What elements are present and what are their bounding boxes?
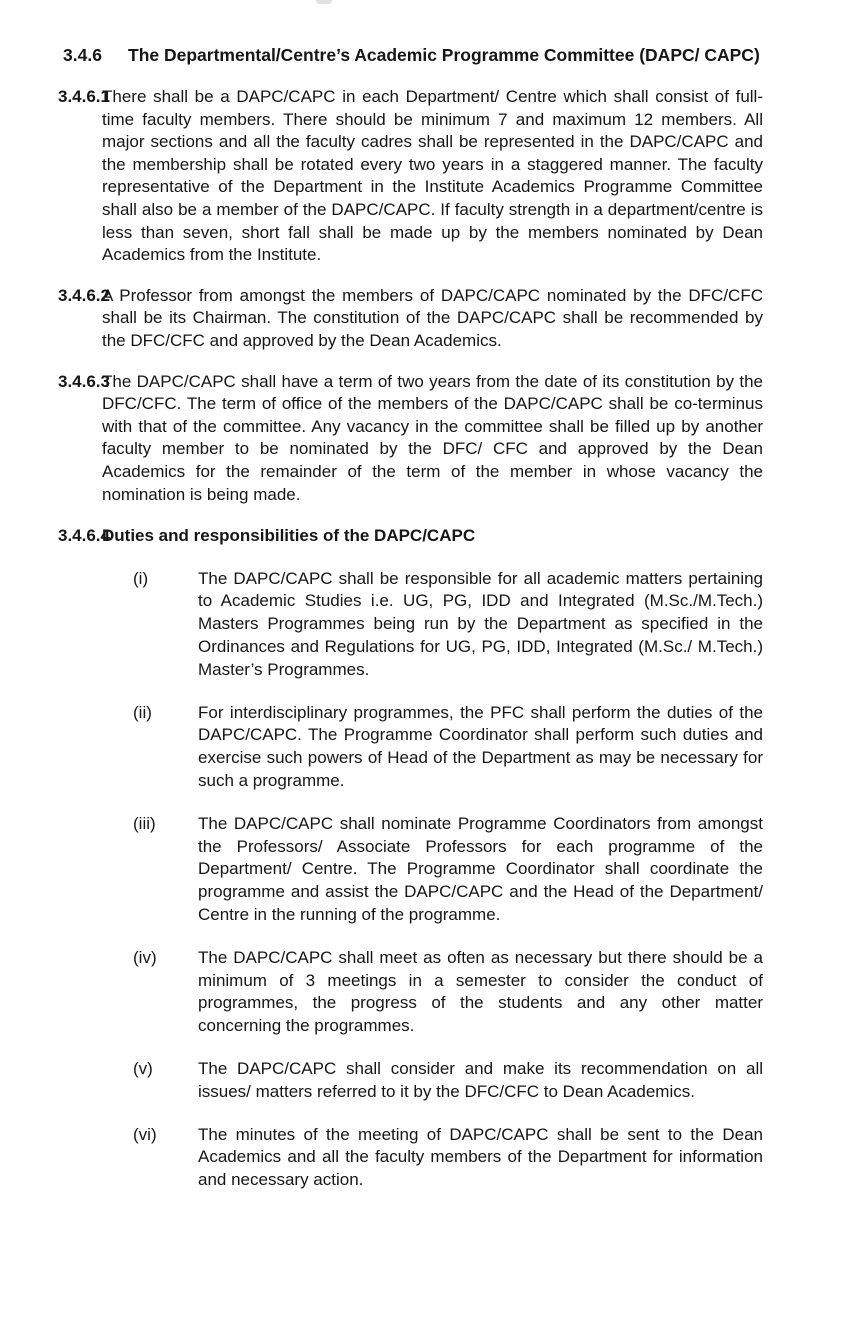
list-text: For interdisciplinary programmes, the PFC shall perform the duties of the DAPC/CAPC. The Programme Coordinator shall perform such duties and exercise such powers of Head of the Department as may be necessary for such a programme. — [198, 702, 763, 791]
list-marker: (iii) — [133, 813, 156, 833]
list-item-iv — [133, 947, 763, 1038]
list-marker: (v) — [133, 1059, 153, 1079]
list-item-ii — [133, 702, 763, 793]
subsection-title: Duties and responsibilities of the DAPC/CAPC — [102, 526, 476, 546]
paragraph-number: 3.4.6.3 — [58, 371, 110, 391]
paragraph-3-4-6-2 — [58, 285, 763, 353]
list-text: The DAPC/CAPC shall be responsible for all academic matters pertaining to Academic Studies i.e. UG, PG, IDD and Integrated (M.Sc./M.Tech.) Masters Programmes being run by the Department as specified in the Ordinances and Regulations for UG, PG, IDD, Integrated (M.Sc./ M.Tech.) Master’s Programmes. — [198, 568, 763, 679]
paragraph-3-4-6-3 — [58, 371, 763, 507]
list-item-i — [133, 568, 763, 682]
list-text: The DAPC/CAPC shall consider and make its recommendation on all issues/ matters referred to it by the DFC/CFC to Dean Academics. — [198, 1059, 763, 1101]
subsection-number: 3.4.6.4 — [58, 526, 110, 546]
list-item-vi — [133, 1124, 763, 1192]
list-text: The minutes of the meeting of DAPC/CAPC shall be sent to the Dean Academics and all the faculty members of the Department for information and necessary action. — [198, 1124, 763, 1190]
page-top-artifact — [316, 0, 332, 4]
list-marker: (ii) — [133, 702, 152, 722]
section-number: 3.4.6 — [63, 45, 102, 65]
list-marker: (vi) — [133, 1124, 157, 1144]
list-item-v — [133, 1058, 763, 1104]
paragraph-text: There shall be a DAPC/CAPC in each Department/ Centre which shall consist of full-time faculty members. There should be minimum 7 and maximum 12 members. All major sections and all the faculty cadres shall be represented in the DAPC/CAPC and the membership shall be rotated every two years in a staggered manner. The faculty representative of the Department in the Institute Academics Programme Committee shall also be a member of the DAPC/CAPC. If faculty strength in a department/centre is less than seven, short fall shall be made up by the members nominated by Dean Academics from the Institute. — [102, 87, 763, 265]
paragraph-number: 3.4.6.1 — [58, 87, 110, 106]
list-text: The DAPC/CAPC shall nominate Programme Coordinators from amongst the Professors/ Associate Professors for each programme of the Department/ Centre. The Programme Coordinator shall coordinate the programme and assist the DAPC/CAPC and the Head of the Department/ Centre in the running of the programme. — [198, 813, 763, 925]
paragraph-text: The DAPC/CAPC shall have a term of two years from the date of its constitution by the DFC/CFC. The term of office of the members of the DAPC/CAPC shall be co-terminus with that of the committee. Any vacancy in the committee shall be filled up by another faculty member to be nominated by the DFC/ CFC and approved by the Dean Academics for the remainder of the term of the member in whose vacancy the nomination is being made. — [102, 371, 763, 504]
section-heading — [63, 43, 771, 68]
subsection-heading — [58, 525, 763, 548]
list-text: The DAPC/CAPC shall meet as often as necessary but there should be a minimum of 3 meetings in a semester to consider the conduct of programmes, the progress of the students and any other matter concerning the programmes. — [198, 947, 763, 1036]
paragraph-number: 3.4.6.2 — [58, 285, 110, 305]
section-title: The Departmental/Centre’s Academic Programme Committee (DAPC/ CAPC) — [128, 45, 760, 65]
paragraph-text: A Professor from amongst the members of DAPC/CAPC nominated by the DFC/CFC shall be its Chairman. The constitution of the DAPC/CAPC shall be recommended by the DFC/CFC and approved by the Dean Academics. — [102, 285, 763, 350]
paragraph-3-4-6-1 — [58, 86, 763, 267]
list-marker: (i) — [133, 568, 149, 588]
list-marker: (iv) — [133, 947, 157, 967]
list-item-iii — [133, 813, 763, 927]
